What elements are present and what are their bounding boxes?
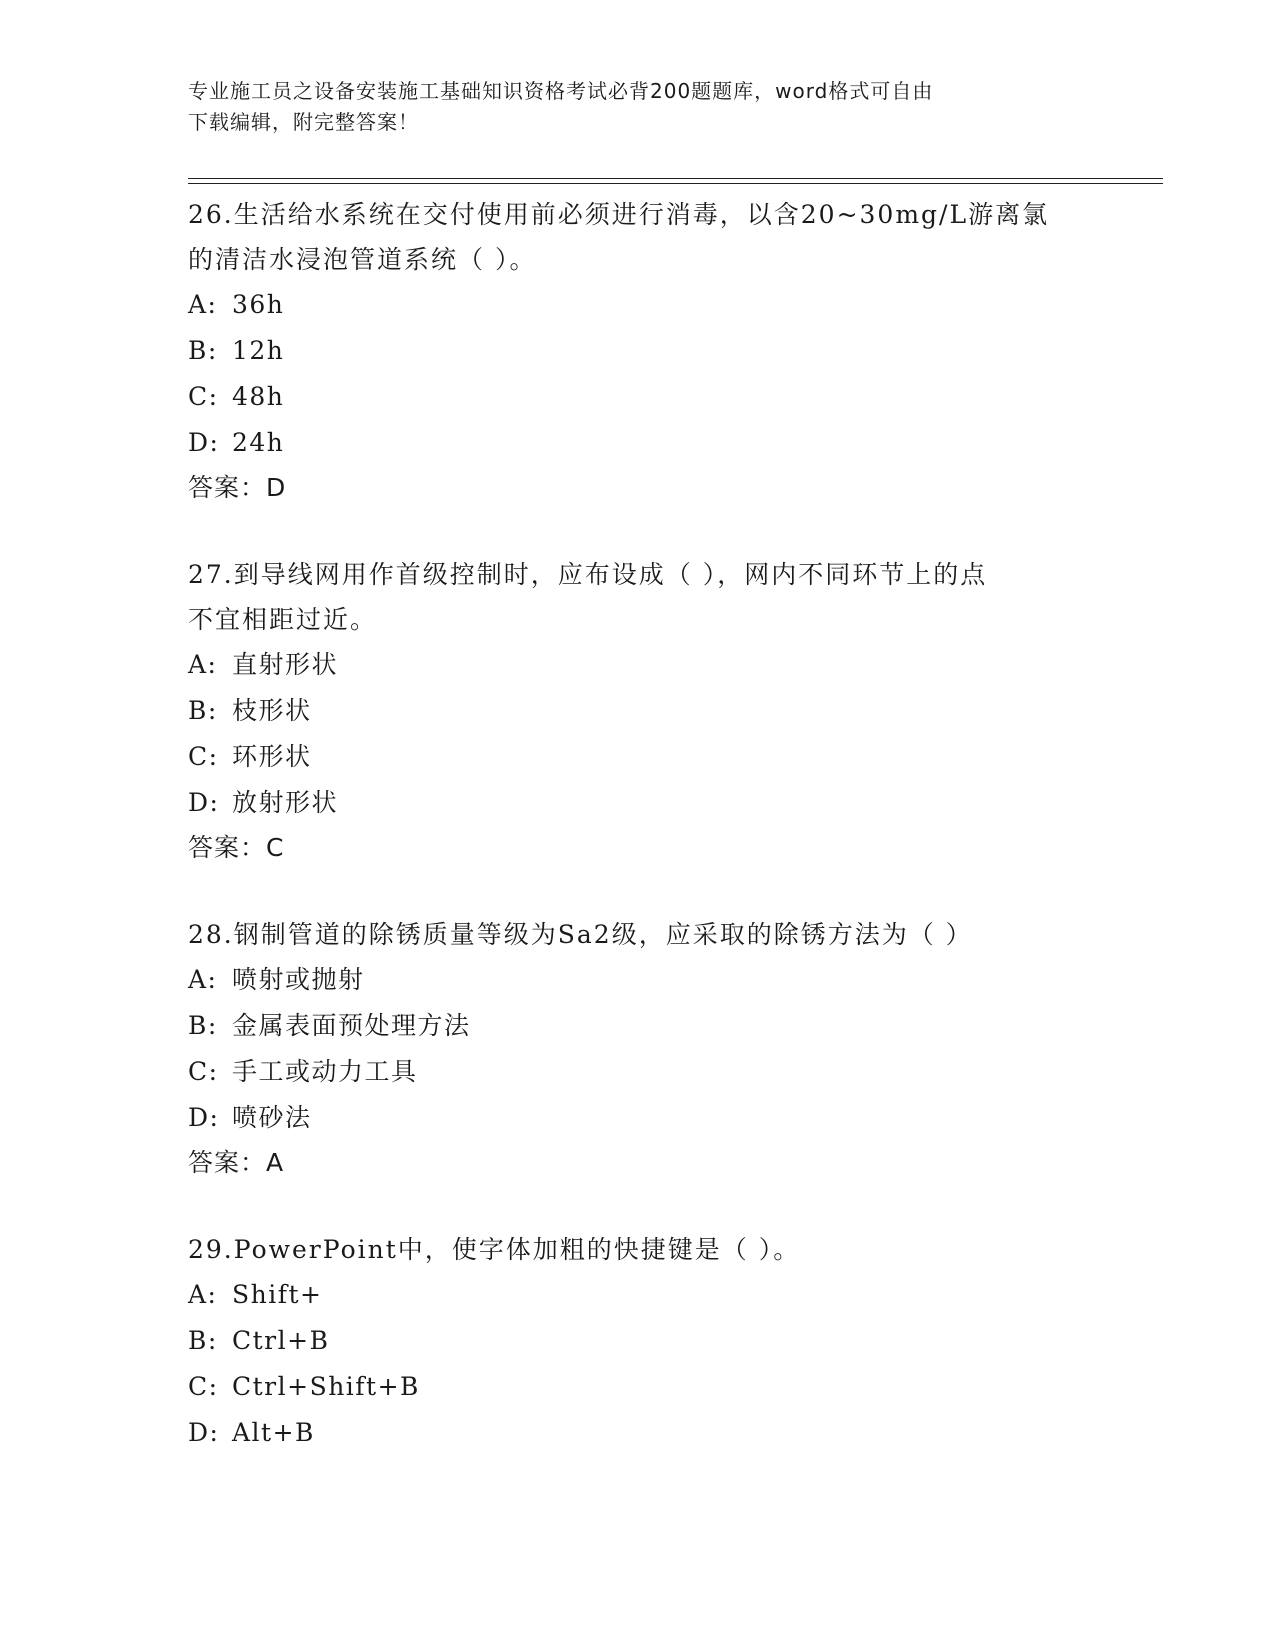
option-text: 48h bbox=[232, 382, 285, 411]
question-stem-line: 不宜相距过近。 bbox=[188, 605, 378, 634]
option-b bbox=[188, 1318, 1088, 1364]
option-letter: D: bbox=[188, 1103, 220, 1132]
option-text: 手工或动力工具 bbox=[232, 1057, 418, 1086]
question-stem-line: 27.到导线网用作首级控制时，应布设成（ ），网内不同环节上的点 bbox=[188, 560, 988, 589]
option-letter: C: bbox=[188, 742, 219, 771]
question-stem-line: 26.生活给水系统在交付使用前必须进行消毒，以含20~30mg/L游离氯 bbox=[188, 200, 1050, 229]
option-letter: A: bbox=[188, 650, 218, 679]
header-divider-bottom bbox=[188, 183, 1163, 184]
option-text: Ctrl+B bbox=[232, 1326, 330, 1355]
option-text: 喷射或抛射 bbox=[232, 965, 365, 994]
option-c bbox=[188, 734, 1088, 780]
question-stem-line: 28.钢制管道的除锈质量等级为Sa2级，应采取的除锈方法为（ ） bbox=[188, 920, 973, 949]
question-29 bbox=[188, 1227, 1088, 1456]
option-d bbox=[188, 780, 1088, 826]
option-a bbox=[188, 957, 1088, 1003]
option-text: 24h bbox=[232, 428, 285, 457]
option-d bbox=[188, 1095, 1088, 1141]
question-stem-line: 29.PowerPoint中，使字体加粗的快捷键是（ ）。 bbox=[188, 1235, 801, 1264]
option-d bbox=[188, 420, 1088, 466]
option-letter: B: bbox=[188, 1326, 218, 1355]
header-line-2: 下载编辑，附完整答案！ bbox=[188, 110, 419, 134]
answer-line: 答案：D bbox=[188, 473, 287, 502]
option-text: 直射形状 bbox=[232, 650, 339, 679]
option-letter: C: bbox=[188, 1372, 219, 1401]
option-text: 金属表面预处理方法 bbox=[232, 1011, 471, 1040]
question-26 bbox=[188, 192, 1088, 510]
option-letter: A: bbox=[188, 965, 218, 994]
option-text: 喷砂法 bbox=[232, 1103, 312, 1132]
question-28 bbox=[188, 912, 1088, 1185]
option-text: Shift+ bbox=[232, 1280, 323, 1309]
option-b bbox=[188, 688, 1088, 734]
document-header bbox=[188, 76, 1088, 138]
option-letter: A: bbox=[188, 1280, 218, 1309]
option-letter: D: bbox=[188, 788, 220, 817]
option-a bbox=[188, 642, 1088, 688]
option-letter: C: bbox=[188, 1057, 219, 1086]
header-divider-top bbox=[188, 178, 1163, 179]
option-c bbox=[188, 374, 1088, 420]
question-stem-line: 的清洁水浸泡管道系统（ ）。 bbox=[188, 245, 537, 274]
option-letter: B: bbox=[188, 336, 218, 365]
option-text: Alt+B bbox=[232, 1418, 315, 1447]
option-b bbox=[188, 1003, 1088, 1049]
option-text: Ctrl+Shift+B bbox=[232, 1372, 420, 1401]
option-a bbox=[188, 1272, 1088, 1318]
answer-line: 答案：C bbox=[188, 833, 285, 862]
option-letter: B: bbox=[188, 1011, 218, 1040]
option-c bbox=[188, 1364, 1088, 1410]
option-text: 环形状 bbox=[232, 742, 312, 771]
option-b bbox=[188, 328, 1088, 374]
option-letter: D: bbox=[188, 1418, 220, 1447]
option-d bbox=[188, 1410, 1088, 1456]
option-letter: A: bbox=[188, 290, 218, 319]
option-letter: C: bbox=[188, 382, 219, 411]
option-text: 12h bbox=[232, 336, 285, 365]
option-c bbox=[188, 1049, 1088, 1095]
option-text: 36h bbox=[232, 290, 285, 319]
header-line-1: 专业施工员之设备安装施工基础知识资格考试必背200题题库，word格式可自由 bbox=[188, 79, 934, 103]
option-text: 放射形状 bbox=[232, 788, 339, 817]
question-list bbox=[188, 192, 1088, 1498]
option-a bbox=[188, 282, 1088, 328]
answer-line: 答案：A bbox=[188, 1148, 285, 1177]
question-27 bbox=[188, 552, 1088, 870]
option-letter: D: bbox=[188, 428, 220, 457]
option-letter: B: bbox=[188, 696, 218, 725]
option-text: 枝形状 bbox=[232, 696, 312, 725]
